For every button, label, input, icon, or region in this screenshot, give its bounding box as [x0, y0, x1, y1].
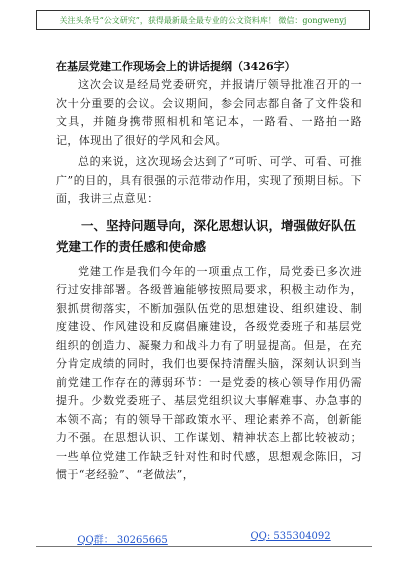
section-heading: 一、坚持问题导向，深化思想认识，增强做好队伍党建工作的责任感和使命感 [56, 217, 357, 254]
footer [36, 531, 372, 546]
header-banner [36, 10, 370, 30]
qq-group-link[interactable]: QQ群： 30265665 [77, 535, 168, 546]
document-body [56, 76, 362, 488]
header-banner-text: 关注头条号“公文研究”，获得最新最全最专业的公文资料库！ 微信：gongwenyj [59, 15, 347, 25]
document-title: 在基层党建工作现场会上的讲话提纲（3426字） [56, 60, 296, 73]
paragraph: 党建工作是我们今年的一项重点工作，局党委已多次进行过安排部署。各级普遍能够按照局要求，积极主动作为，狠抓贯彻落实，不断加强队伍党的思想建设、组织建设、制度建设、作风建设和反腐倡廉建设，各级党委班子和基层党组织的创造力、凝聚力和战斗力有了明显提高。但是，在充分肯定成绩的同时，我们也要保持清醒头脑，深刻认识到当前党建工作存在的薄弱环节：一是党委的核心领导作用仍需提升。少数党委班子、基层党组织议大事解难事、办急事的本领不高；有的领导干部政策水平、理论素养不高，创新能力不强。在思想认识、工作谋划、精神状态上都比较被动；一些单位党建工作缺乏针对性和时代感，思想观念陈旧，习惯于“老经验”、“老做法”， [56, 264, 362, 481]
paragraph: 这次会议是经局党委研究，并报请厅领导批准召开的一次十分重要的会议。会议期间，参会同志都自备了文件袋和文具，并随身携带照相机和笔记本，一路看、一路拍一路记，体现出了很好的学风和会风。 [56, 78, 362, 147]
qq-link[interactable]: QQ: 535304092 [250, 531, 331, 542]
paragraph: 总的来说，这次现场会达到了“可听、可学、可看、可推广”的目的，具有很强的示范带动作用，实现了预期目标。下面，我讲三点意见： [56, 155, 362, 205]
footer-divider [36, 546, 372, 547]
